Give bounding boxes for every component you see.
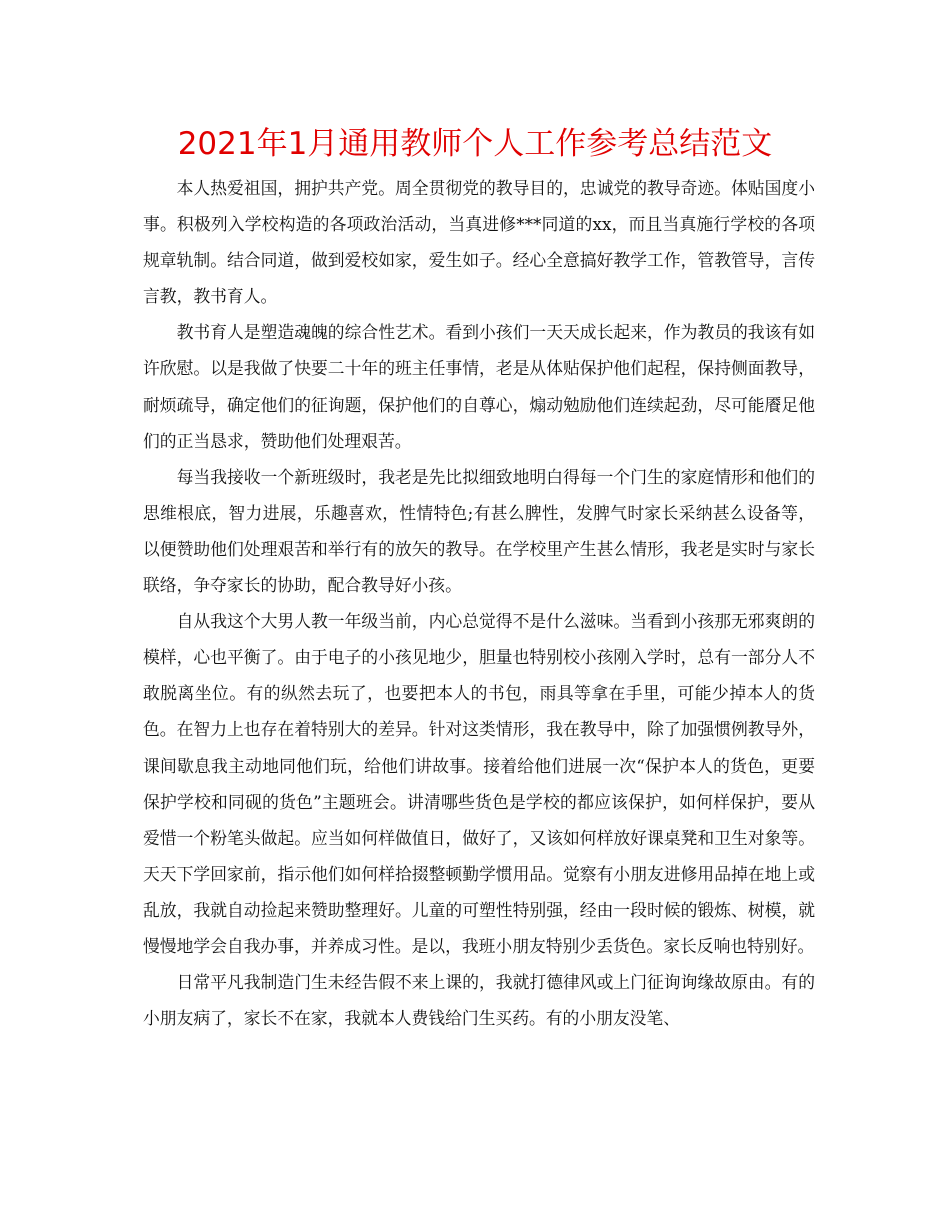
paragraph: 本人热爱祖国，拥护共产党。周全贯彻党的教导目的，忠诚党的教导奇迹。体贴国度小事。积极列入学校构造的各项政治活动，当真进修***同道的xx，而且当真施行学校的各项规章轨制。结合同道，做到爱校如家，爱生如子。经心全意搞好教学工作，管教管导，言传言教，教书育人。 [143,178,815,307]
paragraph: 每当我接收一个新班级时，我老是先比拟细致地明白得每一个门生的家庭情形和他们的思维根底，智力进展，乐趣喜欢，性情特色;有甚么脾性，发脾气时家长采纳甚么设备等，以便赞助他们处理艰苦和举行有的放矢的教导。在学校里产生甚么情形，我老是实时与家长联络，争夺家长的协助，配合教导好小孩。 [143,466,815,596]
paragraph: 自从我这个大男人教一年级当前，内心总觉得不是什么滋味。当看到小孩那无邪爽朗的模样，心也平衡了。由于电子的小孩见地少，胆量也特别校小孩刚入学时，总有一部分人不敢脱离坐位。有的纵然去玩了，也要把本人的书包，雨具等拿在手里，可能少掉本人的货色。在智力上也存在着特别大的差异。针对这类情形，我在教导中，除了加强惯例教导外，课间歇息我主动地同他们玩，给他们讲故事。接着给他们进展一次“保护本人的货色，更要保护学校和同砚的货色”主题班会。讲清哪些货色是学校的都应该保护，如何样保护，要从爱惜一个粉笔头做起。应当如何样做值日，做好了，又该如何样放好课桌凳和卫生对象等。天天下学回家前，指示他们如何样拾掇整顿勤学惯用品。觉察有小朋友进修用品掉在地上或乱放，我就自动捡起来赞助整理好。儿童的可塑性特别强，经由一段时候的锻炼、树模，就慢慢地学会自我办事，并养成习性。是以，我班小朋友特别少丢货色。家长反响也特别好。 [143,611,815,956]
document-title: 2021年1月通用教师个人工作参考总结范文 [177,126,773,162]
paragraph: 日常平凡我制造门生未经告假不来上课的，我就打德律风或上门征询询缘故原由。有的小朋友病了，家长不在家，我就本人费钱给门生买药。有的小朋友没笔、 [143,972,815,1029]
document-body [143,170,815,1036]
paragraph: 教书育人是塑造魂魄的综合性艺术。看到小孩们一天天成长起来，作为教员的我该有如许欣慰。以是我做了快要二十年的班主任事情，老是从体贴保护他们起程，保持侧面教导，耐烦疏导，确定他们的征询题，保护他们的自尊心，煽动勉励他们连续起劲，尽可能餍足他们的正当恳求，赞助他们处理艰苦。 [143,322,815,451]
